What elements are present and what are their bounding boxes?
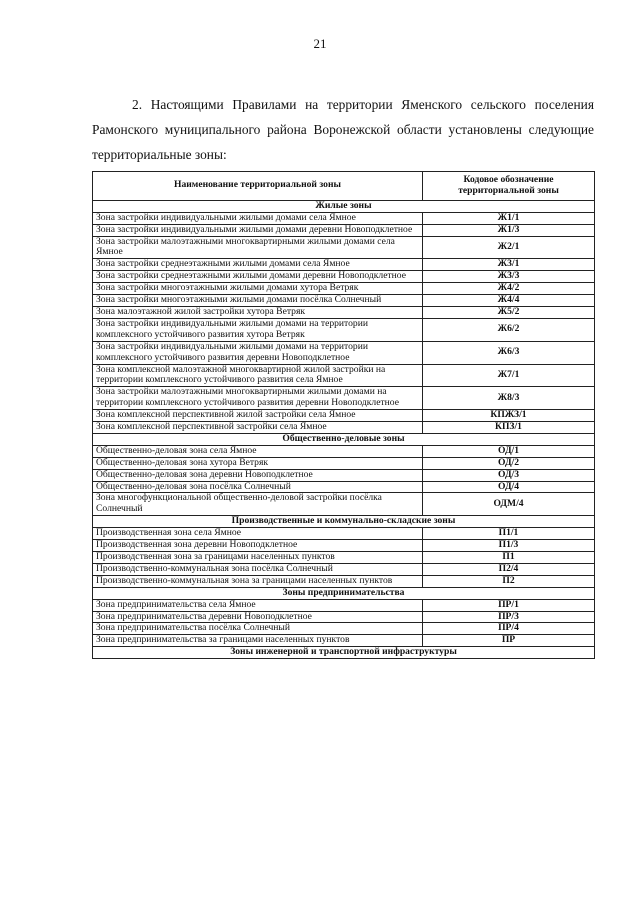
table-row <box>93 469 595 481</box>
table-row <box>93 283 595 295</box>
table-row <box>93 212 595 224</box>
table-row <box>93 611 595 623</box>
zone-name-cell: Зона застройки индивидуальными жилыми домами на территории комплексного устойчивого развития деревни Новоподклетное <box>93 341 423 364</box>
table-row <box>93 599 595 611</box>
zone-code-cell: ОД/4 <box>423 481 595 493</box>
table-row <box>93 410 595 422</box>
page-number: 21 <box>313 36 327 51</box>
zones-table-body <box>93 200 595 658</box>
section-title: Зоны инженерной и транспортной инфраструктуры <box>93 647 595 659</box>
zones-table <box>92 171 595 659</box>
zone-code-cell: Ж6/3 <box>423 341 595 364</box>
intro-paragraph <box>92 92 594 167</box>
zone-name-cell: Зона комплексной малоэтажной многоквартирной жилой застройки на территории комплексного устойчивого развития села Ямное <box>93 364 423 387</box>
zone-code-cell: ПР/3 <box>423 611 595 623</box>
zone-code-cell: П2 <box>423 575 595 587</box>
zone-name-cell: Зона застройки среднеэтажными жилыми домами села Ямное <box>93 259 423 271</box>
table-row <box>93 528 595 540</box>
intro-text: 2. Настоящими Правилами на территории Яменского сельского поселения Рамонского муниципального района Воронежской области установлены следующие территориальные зоны: <box>92 97 594 162</box>
table-row <box>93 493 595 516</box>
zone-code-cell: Ж5/2 <box>423 306 595 318</box>
zone-code-cell: П1/3 <box>423 540 595 552</box>
table-row <box>93 422 595 434</box>
table-row <box>93 457 595 469</box>
table-row <box>93 623 595 635</box>
zone-name-cell: Зона комплексной перспективной жилой застройки села Ямное <box>93 410 423 422</box>
table-row <box>93 481 595 493</box>
zone-name-cell: Зона застройки многоэтажными жилыми домами посёлка Солнечный <box>93 295 423 307</box>
section-title: Производственные и коммунально-складские зоны <box>93 516 595 528</box>
zone-code-cell: ПР/1 <box>423 599 595 611</box>
zone-code-cell: Ж1/1 <box>423 212 595 224</box>
zone-code-cell: ОД/1 <box>423 445 595 457</box>
table-row <box>93 575 595 587</box>
zone-code-cell: ОД/2 <box>423 457 595 469</box>
section-row <box>93 647 595 659</box>
zone-code-cell: ОД/3 <box>423 469 595 481</box>
zone-code-cell: КПЗ/1 <box>423 422 595 434</box>
zone-name-cell: Общественно-деловая зона села Ямное <box>93 445 423 457</box>
table-row <box>93 563 595 575</box>
table-row <box>93 552 595 564</box>
table-row <box>93 387 595 410</box>
table-row <box>93 295 595 307</box>
table-row <box>93 236 595 259</box>
zone-name-cell: Зона малоэтажной жилой застройки хутора Ветряк <box>93 306 423 318</box>
section-row <box>93 433 595 445</box>
zone-name-cell: Зона комплексной перспективной застройки села Ямное <box>93 422 423 434</box>
table-row <box>93 306 595 318</box>
zone-name-cell: Общественно-деловая зона хутора Ветряк <box>93 457 423 469</box>
zone-name-cell: Производственно-коммунальная зона за границами населенных пунктов <box>93 575 423 587</box>
section-row <box>93 587 595 599</box>
zone-name-cell: Зона застройки многоэтажными жилыми домами хутора Ветряк <box>93 283 423 295</box>
zone-name-cell: Зона предпринимательства за границами населенных пунктов <box>93 635 423 647</box>
table-row <box>93 224 595 236</box>
table-row <box>93 318 595 341</box>
table-row <box>93 540 595 552</box>
zone-code-cell: КПЖЗ/1 <box>423 410 595 422</box>
zone-name-cell: Производственно-коммунальная зона посёлка Солнечный <box>93 563 423 575</box>
table-row <box>93 271 595 283</box>
zone-name-cell: Зона предпринимательства посёлка Солнечный <box>93 623 423 635</box>
zone-code-cell: Ж6/2 <box>423 318 595 341</box>
section-row <box>93 200 595 212</box>
zone-code-cell: П2/4 <box>423 563 595 575</box>
table-row <box>93 341 595 364</box>
zone-code-cell: П1 <box>423 552 595 564</box>
zone-code-cell: ОДМ/4 <box>423 493 595 516</box>
zone-code-cell: П1/1 <box>423 528 595 540</box>
section-row <box>93 516 595 528</box>
zone-code-cell: Ж3/3 <box>423 271 595 283</box>
zone-name-cell: Общественно-деловая зона посёлка Солнечный <box>93 481 423 493</box>
zone-name-cell: Производственная зона села Ямное <box>93 528 423 540</box>
zone-code-cell: Ж7/1 <box>423 364 595 387</box>
zone-name-cell: Зона застройки индивидуальными жилыми домами деревни Новоподклетное <box>93 224 423 236</box>
zone-code-cell: ПР <box>423 635 595 647</box>
table-row <box>93 259 595 271</box>
table-row <box>93 445 595 457</box>
section-title: Зоны предпринимательства <box>93 587 595 599</box>
table-header-row <box>93 172 595 201</box>
zone-name-cell: Зона предпринимательства села Ямное <box>93 599 423 611</box>
zone-name-cell: Зона застройки индивидуальными жилыми домами села Ямное <box>93 212 423 224</box>
zone-name-cell: Производственная зона деревни Новоподклетное <box>93 540 423 552</box>
zone-name-cell: Зона многофункциональной общественно-деловой застройки посёлка Солнечный <box>93 493 423 516</box>
zone-name-cell: Зона застройки малоэтажными многоквартирными жилыми домами села Ямное <box>93 236 423 259</box>
zone-code-cell: Ж8/3 <box>423 387 595 410</box>
zone-name-cell: Зона застройки среднеэтажными жилыми домами деревни Новоподклетное <box>93 271 423 283</box>
zone-code-cell: Ж4/4 <box>423 295 595 307</box>
zone-code-cell: Ж2/1 <box>423 236 595 259</box>
table-row <box>93 364 595 387</box>
zone-name-cell: Зона предпринимательства деревни Новоподклетное <box>93 611 423 623</box>
section-title: Общественно-деловые зоны <box>93 433 595 445</box>
zone-code-cell: Ж3/1 <box>423 259 595 271</box>
zone-code-cell: Ж4/2 <box>423 283 595 295</box>
zone-code-cell: ПР/4 <box>423 623 595 635</box>
zone-name-cell: Производственная зона за границами населенных пунктов <box>93 552 423 564</box>
zone-name-cell: Зона застройки индивидуальными жилыми домами на территории комплексного устойчивого развития хутора Ветряк <box>93 318 423 341</box>
header-zone-code: Кодовое обозначение территориальной зоны <box>423 172 595 201</box>
table-row <box>93 635 595 647</box>
zone-name-cell: Зона застройки малоэтажными многоквартирными жилыми домами на территории комплексного устойчивого развития деревни Новоподклетное <box>93 387 423 410</box>
zone-code-cell: Ж1/3 <box>423 224 595 236</box>
zone-name-cell: Общественно-деловая зона деревни Новоподклетное <box>93 469 423 481</box>
section-title: Жилые зоны <box>93 200 595 212</box>
header-zone-name: Наименование территориальной зоны <box>93 172 423 201</box>
